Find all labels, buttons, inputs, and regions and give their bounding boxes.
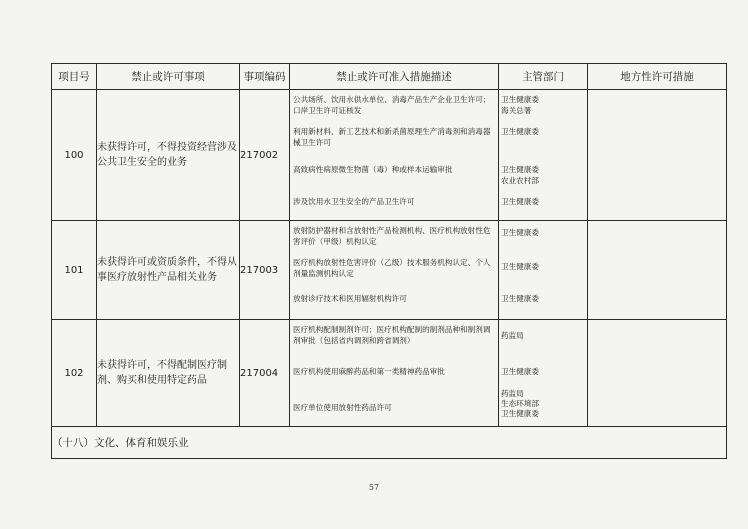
measures-cell [290, 90, 499, 221]
measure-text: 利用新材料、新工艺技术和新杀菌原理生产消毒剂和消毒器械卫生许可 [293, 127, 491, 147]
page-number: 57 [368, 483, 380, 492]
item-code: 217002 [240, 90, 290, 221]
measure-text: 医疗机构放射性危害评价（乙级）技术服务机构认定、个人剂量监测机构认定 [293, 258, 491, 278]
table-row [52, 90, 727, 221]
department-text: 卫生健康委 [501, 262, 539, 271]
department-text: 卫生健康委 [501, 367, 539, 376]
measure-text: 高致病性病原微生物菌（毒）种或样本运输审批 [293, 165, 453, 174]
measure-text: 放射防护器材和含放射性产品检测机构、医疗机构放射性危害评价（甲级）机构认定 [293, 226, 491, 246]
item-code: 217003 [240, 221, 290, 320]
department-text: 药监局 生态环境部 卫生健康委 [501, 389, 539, 418]
department-cell [499, 221, 588, 320]
local-measures-cell [588, 221, 727, 320]
measure-text: 涉及饮用水卫生安全的产品卫生许可 [293, 197, 415, 206]
table-row [52, 221, 727, 320]
department-cell [499, 90, 588, 221]
measures-cell [290, 221, 499, 320]
department-text: 卫生健康委 [501, 127, 539, 136]
department-text: 卫生健康委 [501, 228, 539, 237]
local-measures-cell [588, 320, 727, 427]
item-code: 217004 [240, 320, 290, 427]
item-subject: 未获得许可，不得投资经营涉及公共卫生安全的业务 [97, 90, 240, 221]
department-text: 卫生健康委 [501, 294, 539, 303]
measure-text: 放射诊疗技术和医用辐射机构许可 [293, 294, 407, 303]
measure-text: 医疗单位使用放射性药品许可 [293, 403, 392, 412]
local-measures-cell [588, 90, 727, 221]
header-local-measures: 地方性许可措施 [588, 64, 727, 90]
department-cell [499, 320, 588, 427]
measure-text: 公共场所、饮用水供水单位、消毒产品生产企业卫生许可；口岸卫生许可证核发 [293, 95, 491, 115]
measure-text: 医疗机构配制制剂许可；医疗机构配制的制剂品种和制剂调剂审批（包括省内调剂和跨省调剂） [293, 325, 491, 345]
header-item-number: 项目号 [52, 64, 97, 90]
item-subject: 未获得许可，不得配制医疗制剂、购买和使用特定药品 [97, 320, 240, 427]
department-text: 卫生健康委 海关总署 [501, 95, 539, 115]
department-text: 药监局 [501, 331, 524, 340]
header-measures: 禁止或许可准入措施描述 [290, 64, 499, 90]
item-subject: 未获得许可或资质条件，不得从事医疗放射性产品相关业务 [97, 221, 240, 320]
header-item-subject: 禁止或许可事项 [97, 64, 240, 90]
department-text: 卫生健康委 农业农村部 [501, 165, 539, 185]
item-number: 102 [52, 320, 97, 427]
table-row [52, 320, 727, 427]
measures-cell [290, 320, 499, 427]
header-department: 主管部门 [499, 64, 588, 90]
permit-table [51, 63, 727, 459]
header-item-code: 事项编码 [240, 64, 290, 90]
department-text: 卫生健康委 [501, 197, 539, 206]
item-number: 100 [52, 90, 97, 221]
section-heading: （十八）文化、体育和娱乐业 [52, 427, 727, 459]
section-row [52, 427, 727, 459]
item-number: 101 [52, 221, 97, 320]
measure-text: 医疗机构使用麻醉药品和第一类精神药品审批 [293, 367, 445, 376]
header-row [52, 64, 727, 90]
